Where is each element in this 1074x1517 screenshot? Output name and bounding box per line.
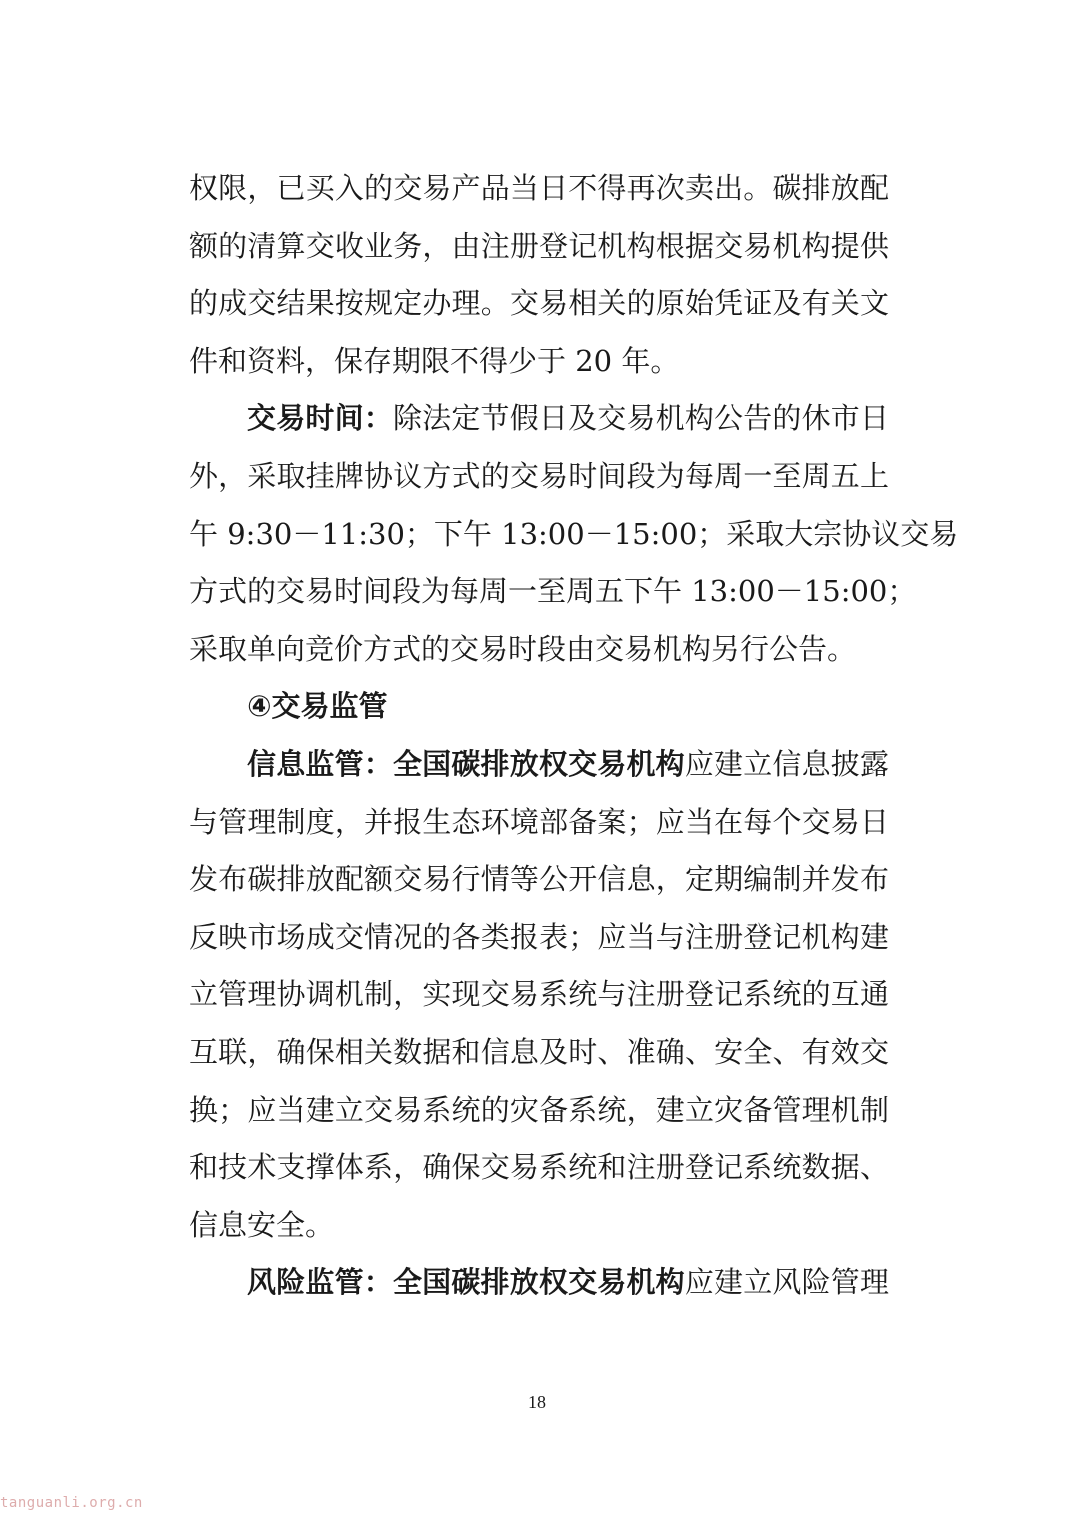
paragraph-line: 与管理制度，并报生态环境部备案；应当在每个交易日 (189, 804, 889, 839)
paragraph-first-line (189, 1254, 889, 1312)
paragraph-text: 应建立风险管理 (684, 1265, 889, 1300)
paragraph-first-line (189, 736, 889, 794)
paragraph-text: 除法定节假日及交易机构公告的休市日 (392, 401, 889, 436)
paragraph-line: 采取单向竞价方式的交易时段由交易机构另行公告。 (189, 631, 857, 666)
paragraph-line: 额的清算交收业务，由注册登记机构根据交易机构提供 (189, 228, 889, 263)
paragraph-line: 件和资料，保存期限不得少于 20 年。 (189, 343, 680, 378)
paragraph-line: 外，采取挂牌协议方式的交易时间段为每周一至周五上 (189, 458, 889, 493)
paragraph-line: 和技术支撑体系，确保交易系统和注册登记系统数据、 (189, 1150, 889, 1185)
paragraph-line: 换；应当建立交易系统的灾备系统，建立灾备管理机制 (189, 1092, 889, 1127)
paragraph-first-line (189, 390, 889, 448)
paragraph-line: 反映市场成交情况的各类报表；应当与注册登记机构建 (189, 919, 889, 954)
paragraph-line: 立管理协调机制，实现交易系统与注册登记系统的互通 (189, 977, 889, 1012)
paragraph-line: 互联，确保相关数据和信息及时、准确、安全、有效交 (189, 1034, 889, 1069)
paragraph-line: 的成交结果按规定办理。交易相关的原始凭证及有关文 (189, 286, 889, 321)
paragraph-line: 信息安全。 (189, 1207, 335, 1242)
section-heading: ④交易监管 (247, 689, 388, 724)
paragraph-line: 方式的交易时间段为每周一至周五下午 13:00－15:00； (189, 574, 917, 609)
watermark: tanguanli.org.cn (0, 1495, 143, 1511)
page-number: 18 (528, 1392, 546, 1412)
paragraph-line: 发布碳排放配额交易行情等公开信息，定期编制并发布 (189, 862, 889, 897)
information-supervision-label: 信息监管：全国碳排放权交易机构 (247, 746, 685, 781)
page-content (189, 160, 959, 1312)
paragraph-line: 权限，已买入的交易产品当日不得再次卖出。碳排放配 (189, 171, 889, 205)
risk-supervision-label: 风险监管：全国碳排放权交易机构 (247, 1265, 685, 1300)
paragraph-text: 应建立信息披露 (684, 746, 889, 781)
trading-time-label: 交易时间： (247, 401, 393, 436)
paragraph-line: 午 9:30－11:30；下午 13:00－15:00；采取大宗协议交易 (189, 516, 959, 551)
